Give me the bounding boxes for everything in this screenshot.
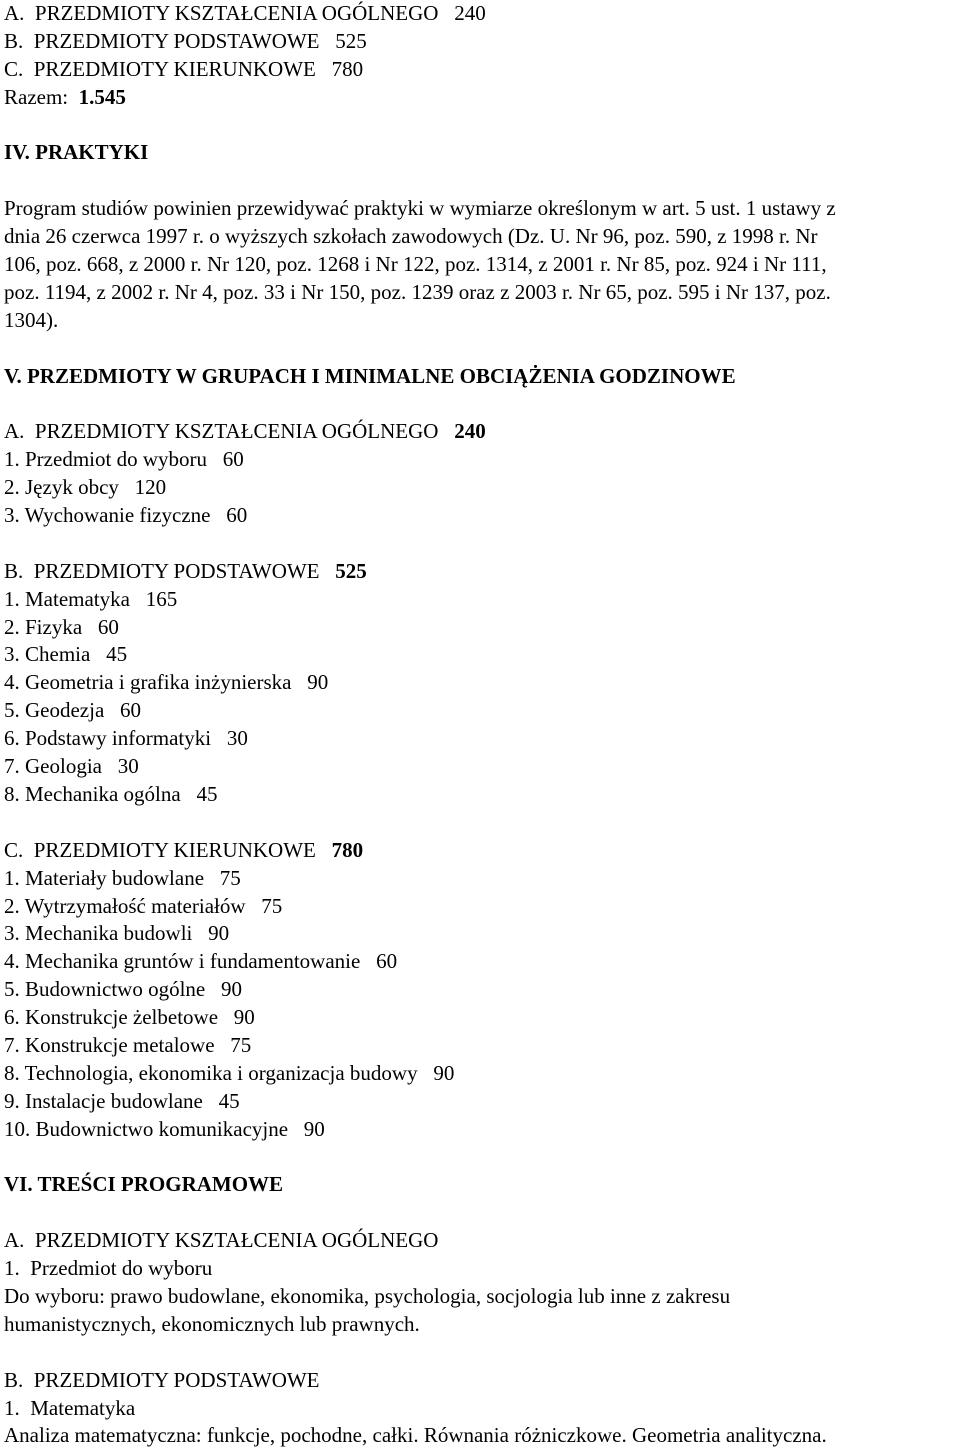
list-item: 7. Konstrukcje metalowe 75 bbox=[4, 1032, 252, 1057]
list-item: 6. Konstrukcje żelbetowe 90 bbox=[4, 1005, 255, 1030]
group-b bbox=[4, 558, 956, 809]
group-title: B. PRZEDMIOTY PODSTAWOWE bbox=[4, 1367, 320, 1392]
list-item: 3. Mechanika budowli 90 bbox=[4, 921, 230, 946]
list-item: 2. Fizyka 60 bbox=[4, 614, 119, 639]
summary-line-a bbox=[4, 0, 956, 28]
section-heading: V. PRZEDMIOTY W GRUPACH I MINIMALNE OBCIĄŻENIA GODZINOWE bbox=[4, 363, 736, 388]
subject-title: 1. Matematyka bbox=[4, 1395, 136, 1420]
summary-label: B. PRZEDMIOTY PODSTAWOWE bbox=[4, 28, 320, 53]
paragraph-line: humanistycznych, ekonomicznych lub prawnych. bbox=[4, 1311, 420, 1336]
list-item: 5. Budownictwo ogólne 90 bbox=[4, 977, 242, 1002]
subject-title: 1. Przedmiot do wyboru bbox=[4, 1256, 213, 1281]
list-item: 8. Technologia, ekonomika i organizacja budowy 90 bbox=[4, 1060, 455, 1085]
list-item: 2. Język obcy 120 bbox=[4, 475, 167, 500]
summary-label: C. PRZEDMIOTY KIERUNKOWE bbox=[4, 56, 316, 81]
group-title: B. PRZEDMIOTY PODSTAWOWE 525 bbox=[4, 558, 367, 583]
list-item: 4. Mechanika gruntów i fundamentowanie 60 bbox=[4, 949, 398, 974]
list-item: 6. Podstawy informatyki 30 bbox=[4, 726, 248, 751]
list-item: 10. Budownictwo komunikacyjne 90 bbox=[4, 1116, 325, 1141]
list-item: 4. Geometria i grafika inżynierska 90 bbox=[4, 670, 329, 695]
summary-total bbox=[4, 84, 956, 112]
list-item: 3. Chemia 45 bbox=[4, 642, 128, 667]
paragraph-line: Analiza matematyczna: funkcje, pochodne, całki. Równania różniczkowe. Geometria analityczna. bbox=[4, 1423, 827, 1448]
list-item: 9. Instalacje budowlane 45 bbox=[4, 1088, 240, 1113]
section-tresci bbox=[4, 1171, 956, 1450]
paragraph-line: 106, poz. 668, z 2000 r. Nr 120, poz. 1268 i Nr 122, poz. 1314, z 2001 r. Nr 85, poz. 924 i Nr 111, bbox=[4, 252, 827, 277]
section-przedmioty bbox=[4, 363, 956, 1144]
list-item: 8. Mechanika ogólna 45 bbox=[4, 781, 218, 806]
paragraph-line: 1304). bbox=[4, 307, 59, 332]
group-title: C. PRZEDMIOTY KIERUNKOWE 780 bbox=[4, 837, 364, 862]
summary-line-b bbox=[4, 28, 956, 56]
paragraph-line: Do wyboru: prawo budowlane, ekonomika, psychologia, socjologia lub inne z zakresu bbox=[4, 1283, 731, 1308]
section-heading: IV. PRAKTYKI bbox=[4, 140, 149, 165]
hours-summary bbox=[4, 0, 956, 112]
group-hours: 780 bbox=[331, 837, 364, 862]
section-heading: VI. TREŚCI PROGRAMOWE bbox=[4, 1172, 284, 1197]
list-item: 3. Wychowanie fizyczne 60 bbox=[4, 503, 248, 528]
group-a bbox=[4, 418, 956, 530]
summary-label: A. PRZEDMIOTY KSZTAŁCENIA OGÓLNEGO bbox=[4, 1, 439, 25]
summary-value: 780 bbox=[331, 56, 364, 81]
section-praktyki bbox=[4, 139, 956, 334]
total-value: 1.545 bbox=[78, 84, 126, 109]
paragraph-line: poz. 1194, z 2002 r. Nr 4, poz. 33 i Nr 150, poz. 1239 oraz z 2003 r. Nr 65, poz. 595 i Nr 137, poz. bbox=[4, 279, 831, 304]
list-item: 1. Materiały budowlane 75 bbox=[4, 865, 241, 890]
paragraph-line: Program studiów powinien przewidywać praktyki w wymiarze określonym w art. 5 ust. 1 ustawy z bbox=[4, 196, 836, 221]
list-item: 1. Matematyka 165 bbox=[4, 586, 178, 611]
total-label: Razem: bbox=[4, 84, 69, 109]
group-hours: 525 bbox=[335, 558, 367, 583]
group-hours: 240 bbox=[454, 419, 486, 444]
summary-value: 525 bbox=[335, 28, 367, 53]
paragraph-line: dnia 26 czerwca 1997 r. o wyższych szkołach zawodowych (Dz. U. Nr 96, poz. 590, z 1998 r. Nr bbox=[4, 224, 818, 249]
group-title: A. PRZEDMIOTY KSZTAŁCENIA OGÓLNEGO bbox=[4, 1228, 439, 1253]
summary-line-c bbox=[4, 56, 956, 84]
list-item: 5. Geodezja 60 bbox=[4, 698, 142, 723]
summary-value: 240 bbox=[454, 1, 486, 25]
list-item: 7. Geologia 30 bbox=[4, 754, 139, 779]
group-title: A. PRZEDMIOTY KSZTAŁCENIA OGÓLNEGO 240 bbox=[4, 419, 486, 444]
group-c bbox=[4, 837, 956, 1144]
list-item: 2. Wytrzymałość materiałów 75 bbox=[4, 893, 283, 918]
list-item: 1. Przedmiot do wyboru 60 bbox=[4, 447, 244, 472]
